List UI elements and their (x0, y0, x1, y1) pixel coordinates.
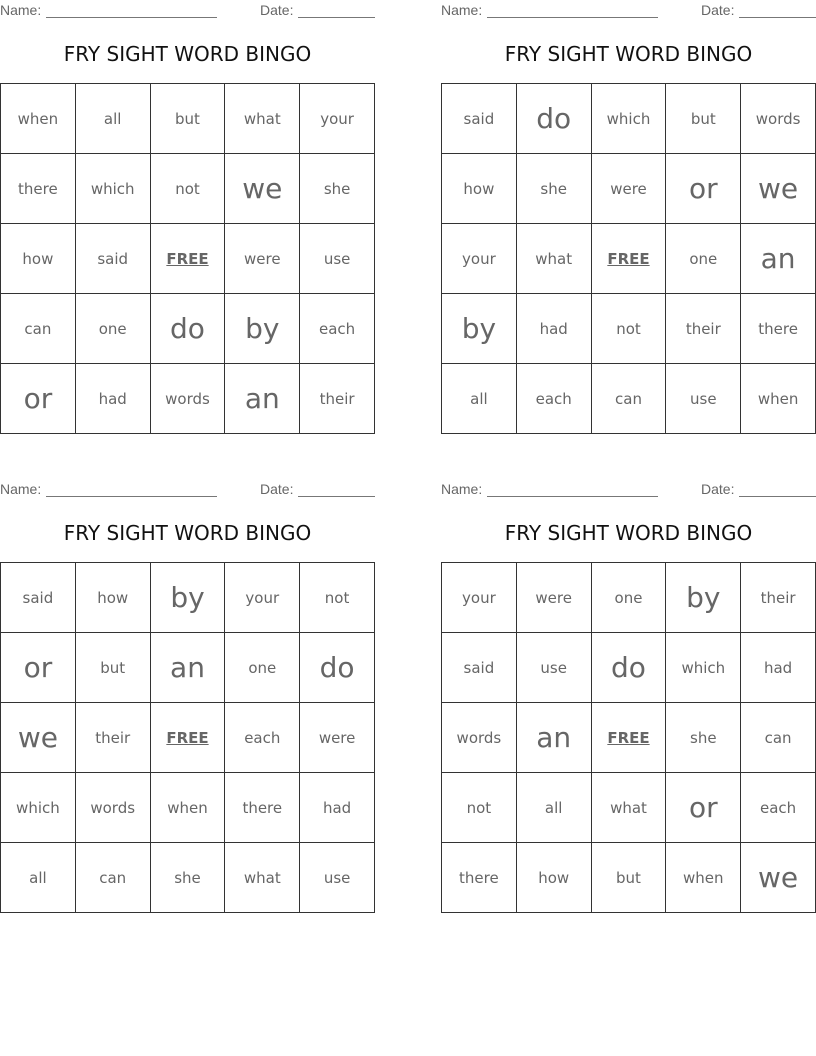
bingo-cell: which (592, 84, 667, 154)
bingo-cell: words (442, 703, 517, 773)
bingo-cell: not (151, 154, 226, 224)
bingo-cell: were (592, 154, 667, 224)
bingo-cell: can (1, 294, 76, 364)
name-label: Name: (0, 2, 42, 18)
name-blank-line[interactable] (487, 496, 658, 497)
bingo-cell: an (225, 364, 300, 434)
name-blank-line[interactable] (46, 496, 217, 497)
bingo-cell: use (666, 364, 741, 434)
bingo-cell: how (1, 224, 76, 294)
name-blank-line[interactable] (487, 17, 658, 18)
bingo-cell: had (741, 633, 816, 703)
bingo-cell: what (517, 224, 592, 294)
bingo-cell: each (741, 773, 816, 843)
bingo-cell: an (741, 224, 816, 294)
name-label: Name: (441, 2, 483, 18)
bingo-cell: or (1, 633, 76, 703)
bingo-cell: one (76, 294, 151, 364)
bingo-grid (0, 562, 375, 913)
bingo-cell: what (225, 843, 300, 913)
bingo-cell: their (741, 563, 816, 633)
bingo-cell: were (517, 563, 592, 633)
bingo-cell: each (225, 703, 300, 773)
bingo-cell: use (300, 224, 375, 294)
date-label: Date: (701, 2, 735, 18)
bingo-cell: or (666, 773, 741, 843)
free-space: FREE (592, 224, 667, 294)
bingo-cell: can (741, 703, 816, 773)
bingo-cell: how (517, 843, 592, 913)
bingo-cell: said (442, 633, 517, 703)
bingo-grid (441, 83, 816, 434)
bingo-cell: by (442, 294, 517, 364)
bingo-cell: we (741, 843, 816, 913)
bingo-cell: there (442, 843, 517, 913)
bingo-cell: all (1, 843, 76, 913)
date-label: Date: (260, 481, 294, 497)
bingo-cell: all (76, 84, 151, 154)
name-date-line (441, 2, 816, 20)
bingo-grid (0, 83, 375, 434)
date-blank-line[interactable] (739, 17, 816, 18)
bingo-cell: not (442, 773, 517, 843)
bingo-cell: all (517, 773, 592, 843)
bingo-cell: were (300, 703, 375, 773)
bingo-cell: do (517, 84, 592, 154)
bingo-cell: their (666, 294, 741, 364)
bingo-cell: we (741, 154, 816, 224)
bingo-cell: use (517, 633, 592, 703)
bingo-cell: use (300, 843, 375, 913)
bingo-cell: which (1, 773, 76, 843)
bingo-cell: or (666, 154, 741, 224)
bingo-cell: one (592, 563, 667, 633)
bingo-cell: when (666, 843, 741, 913)
bingo-cell: had (517, 294, 592, 364)
bingo-cell: each (300, 294, 375, 364)
bingo-cell: an (517, 703, 592, 773)
date-label: Date: (701, 481, 735, 497)
bingo-cell: she (151, 843, 226, 913)
card-title: FRY SIGHT WORD BINGO (504, 42, 753, 66)
bingo-cell: or (1, 364, 76, 434)
bingo-cell: but (666, 84, 741, 154)
bingo-cell: not (592, 294, 667, 364)
bingo-cell: your (300, 84, 375, 154)
bingo-cell: when (1, 84, 76, 154)
bingo-cell: when (151, 773, 226, 843)
bingo-cell: your (225, 563, 300, 633)
bingo-cell: by (151, 563, 226, 633)
card-title: FRY SIGHT WORD BINGO (63, 42, 312, 66)
bingo-cell: words (151, 364, 226, 434)
bingo-cell: by (666, 563, 741, 633)
bingo-cell: she (300, 154, 375, 224)
card-title: FRY SIGHT WORD BINGO (63, 521, 312, 545)
name-label: Name: (0, 481, 42, 497)
bingo-cell: by (225, 294, 300, 364)
name-date-line (0, 2, 375, 20)
bingo-cell: one (225, 633, 300, 703)
free-space: FREE (592, 703, 667, 773)
bingo-grid (441, 562, 816, 913)
name-date-line (0, 481, 375, 499)
bingo-cell: which (666, 633, 741, 703)
bingo-cell: we (225, 154, 300, 224)
card-title: FRY SIGHT WORD BINGO (504, 521, 753, 545)
date-blank-line[interactable] (298, 17, 375, 18)
bingo-cell: how (442, 154, 517, 224)
name-label: Name: (441, 481, 483, 497)
bingo-cell: one (666, 224, 741, 294)
bingo-cell: their (300, 364, 375, 434)
bingo-cell: each (517, 364, 592, 434)
bingo-cell: do (300, 633, 375, 703)
bingo-cell: she (517, 154, 592, 224)
bingo-cell: how (76, 563, 151, 633)
free-space: FREE (151, 224, 226, 294)
bingo-cell: but (592, 843, 667, 913)
bingo-cell: which (76, 154, 151, 224)
bingo-cell: all (442, 364, 517, 434)
bingo-cell: there (741, 294, 816, 364)
bingo-cell: words (76, 773, 151, 843)
bingo-cell: an (151, 633, 226, 703)
bingo-cell: said (442, 84, 517, 154)
bingo-cell: there (225, 773, 300, 843)
bingo-cell: what (592, 773, 667, 843)
bingo-cell: your (442, 224, 517, 294)
bingo-cell: said (1, 563, 76, 633)
bingo-cell: not (300, 563, 375, 633)
bingo-cell: there (1, 154, 76, 224)
bingo-cell: what (225, 84, 300, 154)
name-blank-line[interactable] (46, 17, 217, 18)
bingo-cell: words (741, 84, 816, 154)
date-blank-line[interactable] (739, 496, 816, 497)
name-date-line (441, 481, 816, 499)
bingo-cell: but (151, 84, 226, 154)
bingo-cell: do (151, 294, 226, 364)
bingo-cell: were (225, 224, 300, 294)
bingo-cell: had (76, 364, 151, 434)
bingo-cell: can (76, 843, 151, 913)
free-space: FREE (151, 703, 226, 773)
bingo-cell: said (76, 224, 151, 294)
bingo-cell: your (442, 563, 517, 633)
bingo-cell: we (1, 703, 76, 773)
bingo-cell: can (592, 364, 667, 434)
date-label: Date: (260, 2, 294, 18)
bingo-cell: but (76, 633, 151, 703)
bingo-cell: had (300, 773, 375, 843)
bingo-cell: she (666, 703, 741, 773)
date-blank-line[interactable] (298, 496, 375, 497)
bingo-cell: when (741, 364, 816, 434)
bingo-cell: do (592, 633, 667, 703)
bingo-cell: their (76, 703, 151, 773)
